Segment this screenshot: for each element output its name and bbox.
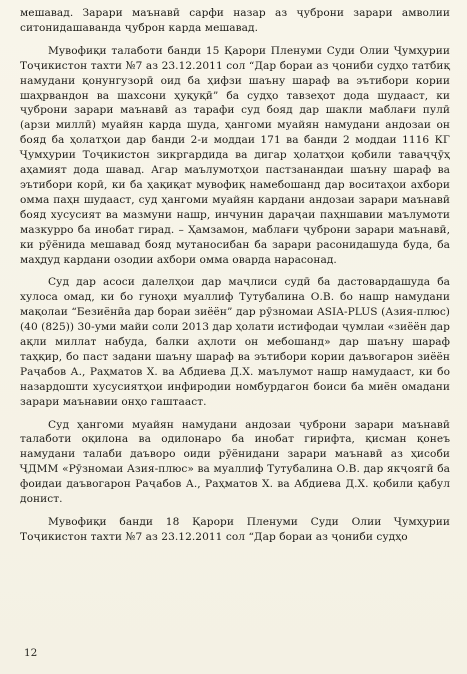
paragraph-4: Суд ҳангоми муайян намудани андозаи ҷуброни зарари маънавӣ талаботи оқилона ва одилонаро ба инобат гирифта, қисман қонеъ намудани талаби даъворо оиди рӯёнидани зарари маънавӣ аз ҳисоби ҶДММ «Рӯзномаи Азия-плюс» ва муаллиф Тутубалина О.В. дар якҷоягӣ ба фоидаи даъвогарон Раҷабов А., Раҳматов Х. ва Абдиева Д.Х. қобили қабул донист. (20, 418, 450, 506)
paragraph-3: Суд дар асоси далелҳои дар маҷлиси судӣ ба дастовардашуда ба хулоса омад, ки бо гуноҳи муаллиф Тутубалина О.В. бо нашр намудани мақолаи “Безиёнӣа дар бораи зиёён” дар рӯзномаи ASIA-PLUS (Азия-плюс) (40 (825)) 30-уми майи соли 2013 дар ҳолати истифодаи ҷумлаи «зиёён дар ақли миллат набуда, балки аҳлоти он мебошанд» дар шаъну шараф таҳқир, бо паст задани шаъну шараф ва эътибори кории даъвогарон зиёён Раҷабов А., Раҳматов Х. ва Абдиева Д.Х. маълумот нашр намудааст, ки бо назардошти хусусиятҳои инфиродии номбурдагон боиси ба миён омадани зарари маънавии онҳо гаштааст. (20, 276, 451, 408)
paragraph-2: Мувофиқи талаботи банди 15 Қарори Пленуми Суди Олии Ҷумҳурии Тоҷикистон тахти №7 аз 23.12.2011 сол “Дар бораи аз ҷониби судҳо татбиқ намудани қонунгузорӣ оид ба ҳифзи шаъну шараф ва эътибори кории шаҳрвандон ва шахсони ҳуқуқӣ” ба судҳо тавзеҳот дода шудааст, ки ҷуброни зарари маънавӣ аз тарафи суд бояд дар шакли маблағи пулӣ (арзи миллӣ) муайян карда шуда, ҳангоми муайян намудани андозаи он бояд ба ҳолатҳои дар банди 2-и моддаи 171 ва банди 2 моддаи 1116 КГ Ҷумҳурии Тоҷикистон зикргардида ва дигар ҳолатҳои қобили таваҷҷӯҳ аҳамият дода шавад. Агар маълумотҳои пастзанандаи шаъну шараф ва эътибори корӣ, ки ба ҳақиқат мувофиқ намебошанд дар воситаҳои ахбори омма паҳн шудааст, суд ҳангоми муайян кардани андозаи зарари маънавӣ бояд хусусият ва мазмуни нашр, инчунин дараҷаи паҳншавии маълумоти мазкурро ба инобат гирад. – Ҳамзамон, маблағи ҷуброни зарари маънавӣ, ки рӯёнида мешавад бояд мутаносибан ба зарари расонидашуда буда, ба маҳдуд кардани озодии ахбори омма оварда нарасонад. (20, 44, 450, 266)
page-number: 12 (24, 647, 38, 659)
body-text (20, 6, 450, 553)
paragraph-5: Мувофиқи банди 18 Қарори Пленуми Суди Олии Ҷумҳурии Тоҷикистон тахти №7 аз 23.12.2011 сол “Дар бораи аз ҷониби судҳо (20, 516, 450, 543)
paragraph-1: мешавад. Зарари маънавӣ сарфи назар аз ҷуброни зарари амволии ситонидашаванда ҷуброн карда мешавад. (20, 7, 450, 34)
